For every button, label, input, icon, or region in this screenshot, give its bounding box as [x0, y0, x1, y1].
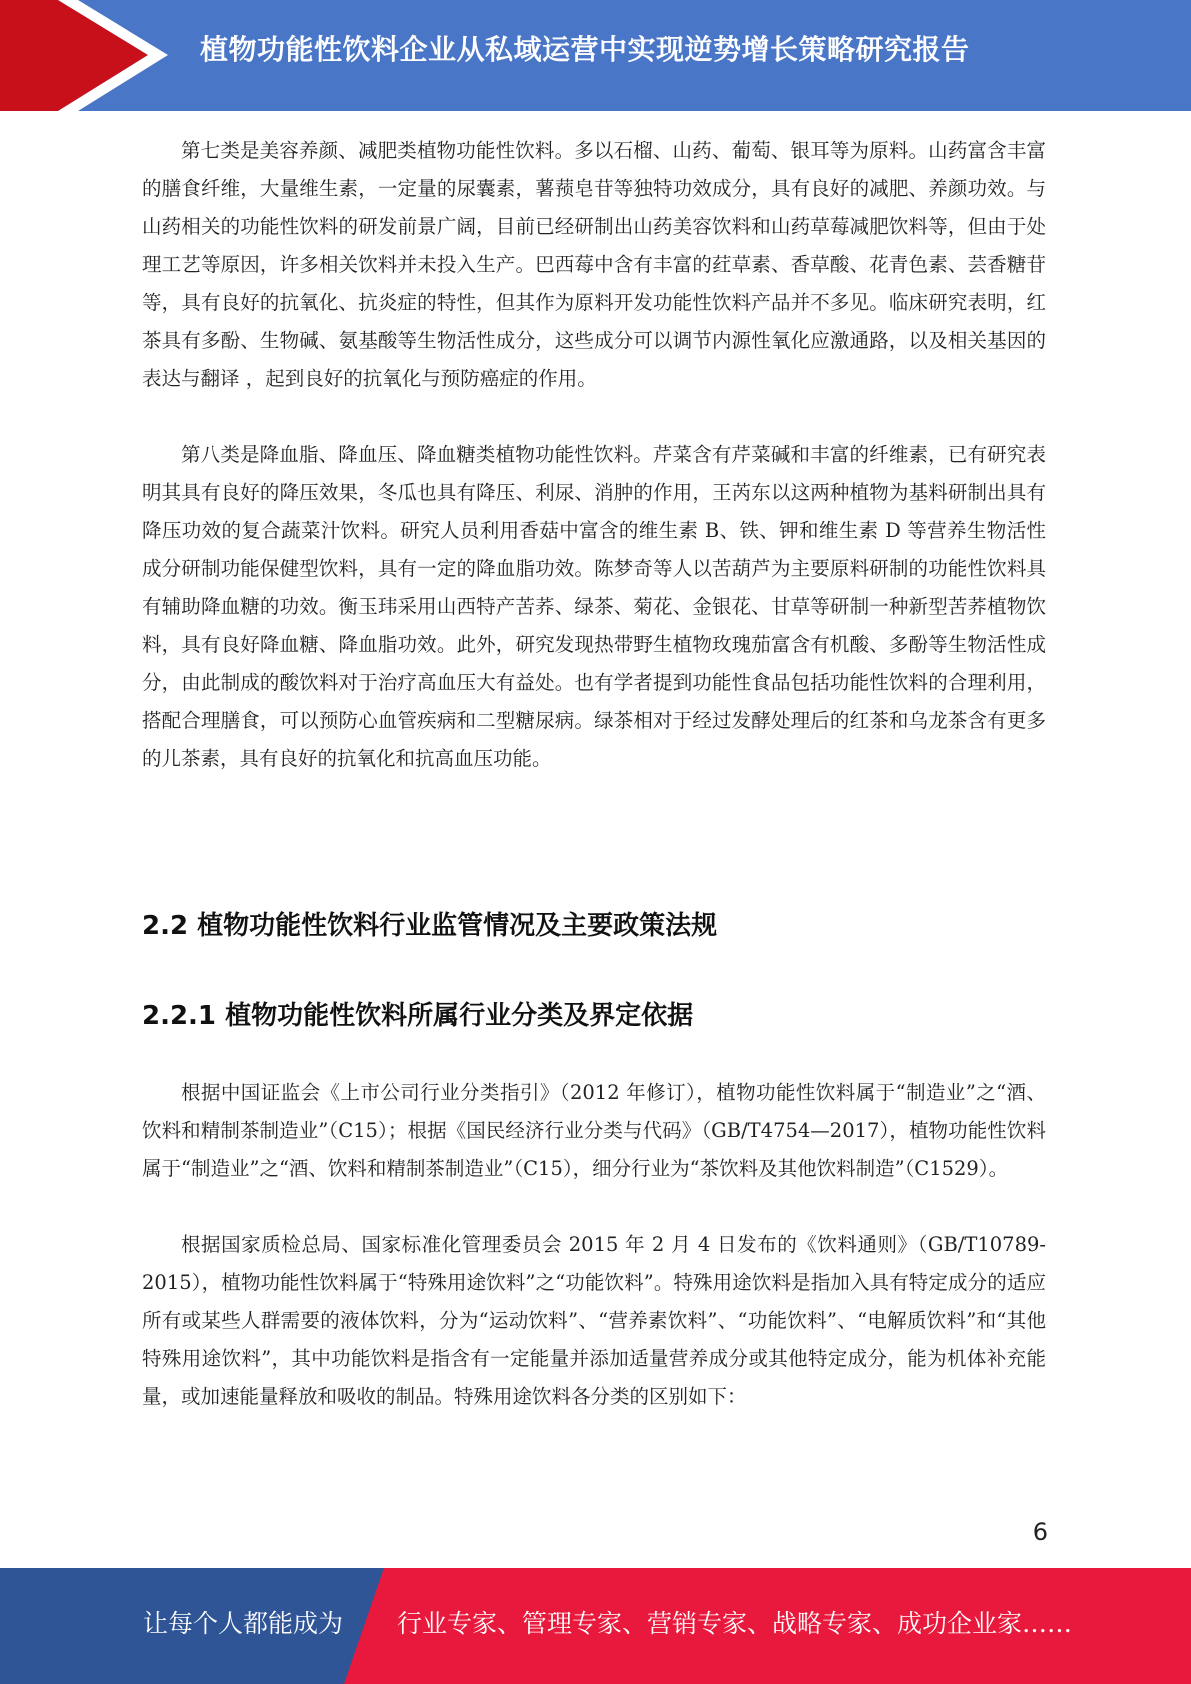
page-number: 6 [1032, 1518, 1048, 1546]
footer-slogan-left: 让每个人都能成为 [143, 1609, 344, 1638]
report-title: 植物功能性饮料企业从私域运营中实现逆势增长策略研究报告 [200, 33, 970, 66]
body-text-bottom [142, 1074, 1046, 1416]
paragraph-category-eight: 第八类是降血脂、降血压、降血糖类植物功能性饮料。芹菜含有芹菜碱和丰富的纤维素，已有研究表明其具有良好的降压效果，冬瓜也具有降压、利尿、消肿的作用，王芮东以这两种植物为基料研制出具有降压功效的复合蔬菜汁饮料。研究人员利用香菇中富含的维生素 B、铁、钾和维生素 D 等营养生物活性成分研制功能保健型饮料，具有一定的降血脂功效。陈梦奇等人以苦葫芦为主要原料研制的功能性饮料具有辅助降血糖的功效。衡玉玮采用山西特产苦荞、绿茶、菊花、金银花、甘草等研制一种新型苦荞植物饮料，具有良好降血糖、降血脂功效。此外，研究发现热带野生植物玫瑰茄富含有机酸、多酚等生物活性成分，由此制成的酸饮料对于治疗高血压大有益处。也有学者提到功能性食品包括功能性饮料的合理利用，搭配合理膳食，可以预防心血管疾病和二型糖尿病。绿茶相对于经过发酵处理后的红茶和乌龙茶含有更多的儿茶素，具有良好的抗氧化和抗高血压功能。 [142, 443, 1046, 770]
page-header [0, 0, 1191, 111]
paragraph-beverage-standard: 根据国家质检总局、国家标准化管理委员会 2015 年 2 月 4 日发布的《饮料通则》（GB/T10789-2015），植物功能性饮料属于“特殊用途饮料”之“功能饮料”。特殊用途饮料是指加入具有特定成分的适应所有或某些人群需要的液体饮料，分为“运动饮料”、“营养素饮料”、“功能饮料”、“电解质饮料”和“其他特殊用途饮料”，其中功能饮料是指含有一定能量并添加适量营养成分或其他特定成分，能为机体补充能量，或加速能量释放和吸收的制品。特殊用途饮料各分类的区别如下： [142, 1233, 1046, 1408]
section-heading-2-2: 2.2 植物功能性饮料行业监管情况及主要政策法规 [142, 911, 718, 941]
paragraph-category-seven: 第七类是美容养颜、减肥类植物功能性饮料。多以石榴、山药、葡萄、银耳等为原料。山药富含丰富的膳食纤维，大量维生素，一定量的尿囊素，薯蓣皂苷等独特功效成分，具有良好的减肥、养颜功效。与山药相关的功能性饮料的研发前景广阔，目前已经研制出山药美容饮料和山药草莓减肥饮料等，但由于处理工艺等原因，许多相关饮料并未投入生产。巴西莓中含有丰富的荭草素、香草酸、花青色素、芸香糖苷等，具有良好的抗氧化、抗炎症的特性，但其作为原料开发功能性饮料产品并不多见。临床研究表明，红茶具有多酚、生物碱、氨基酸等生物活性成分，这些成分可以调节内源性氧化应激通路，以及相关基因的表达与翻译 ，起到良好的抗氧化与预防癌症的作用。 [142, 139, 1046, 390]
paragraph-industry-classification: 根据中国证监会《上市公司行业分类指引》（2012 年修订），植物功能性饮料属于“制造业”之“酒、饮料和精制茶制造业”（C15）；根据《国民经济行业分类与代码》（GB/T4754—2017），植物功能性饮料属于“制造业”之“酒、饮料和精制茶制造业”（C15），细分行业为“茶饮料及其他饮料制造”（C1529）。 [142, 1081, 1046, 1180]
footer-slogan-right: 行业专家、管理专家、营销专家、战略专家、成功企业家…… [397, 1609, 1073, 1638]
page-footer [0, 1568, 1191, 1684]
section-heading-2-2-1: 2.2.1 植物功能性饮料所属行业分类及界定依据 [142, 1001, 694, 1031]
body-text-top [142, 132, 1046, 778]
